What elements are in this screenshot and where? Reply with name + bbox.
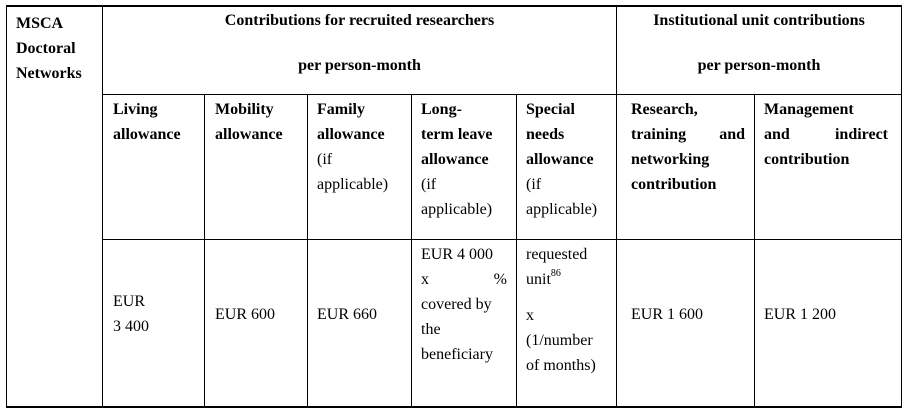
col-divider bbox=[411, 94, 412, 408]
value-line: the bbox=[421, 321, 441, 338]
header-line: applicable) bbox=[317, 176, 389, 193]
column-header-longterm bbox=[421, 97, 493, 222]
column-header-special bbox=[526, 97, 597, 222]
value-line: (1/number bbox=[526, 332, 593, 349]
header-line: (if bbox=[526, 176, 542, 193]
column-header-management bbox=[764, 97, 888, 172]
value-line: requested bbox=[526, 246, 588, 263]
column-header-family bbox=[317, 97, 388, 197]
group-subtitle: per person-month bbox=[298, 57, 421, 74]
col-divider bbox=[204, 94, 205, 408]
header-line: Management bbox=[764, 101, 854, 118]
header-word: training bbox=[631, 126, 687, 143]
header-word: and bbox=[719, 126, 745, 143]
header-line: allowance bbox=[421, 151, 489, 168]
value-living bbox=[113, 289, 149, 339]
value-research: EUR 1 600 bbox=[631, 306, 703, 323]
header-line: allowance bbox=[215, 126, 283, 143]
header-line: contribution bbox=[764, 151, 850, 168]
value-family: EUR 660 bbox=[317, 306, 377, 323]
col-divider bbox=[516, 94, 517, 408]
row-header-line: Doctoral bbox=[16, 40, 76, 57]
header-line: (if bbox=[317, 151, 333, 168]
group-header-institutional bbox=[617, 8, 901, 78]
header-line: contribution bbox=[631, 176, 717, 193]
header-line: Mobility bbox=[215, 101, 274, 118]
value-line: of months) bbox=[526, 357, 596, 374]
table-border-top bbox=[6, 5, 902, 7]
value-word: x bbox=[421, 271, 429, 288]
table-border-left bbox=[6, 5, 7, 408]
col-divider bbox=[754, 94, 755, 408]
header-line: needs bbox=[526, 126, 565, 143]
row-header bbox=[16, 11, 82, 86]
value-word: unit bbox=[526, 271, 551, 288]
group-subtitle: per person-month bbox=[697, 57, 821, 74]
group-title: Institutional unit contributions bbox=[653, 12, 865, 29]
header-line: Special bbox=[526, 101, 575, 118]
header-line: allowance bbox=[113, 126, 181, 143]
value-line bbox=[526, 267, 596, 292]
row-divider bbox=[102, 239, 902, 240]
value-special bbox=[526, 242, 596, 378]
group-title: Contributions for recruited researchers bbox=[224, 12, 495, 29]
header-line: networking bbox=[631, 151, 710, 168]
header-line: term leave bbox=[421, 126, 493, 143]
header-line: (if bbox=[421, 176, 437, 193]
row-header-line: MSCA bbox=[16, 15, 64, 32]
header-line: applicable) bbox=[421, 201, 493, 218]
value-management: EUR 1 200 bbox=[764, 306, 836, 323]
col-divider bbox=[307, 94, 308, 408]
header-line: applicable) bbox=[526, 201, 598, 218]
footnote-marker[interactable]: 86 bbox=[550, 267, 561, 279]
column-header-living bbox=[113, 97, 181, 147]
header-line: Research, bbox=[631, 101, 698, 118]
header-word: indirect bbox=[834, 126, 888, 143]
row-divider bbox=[102, 94, 902, 95]
column-header-research bbox=[631, 97, 745, 197]
value-word: % bbox=[493, 271, 507, 288]
value-line bbox=[421, 267, 507, 292]
header-line bbox=[631, 122, 745, 147]
header-line bbox=[764, 122, 888, 147]
header-line: Long- bbox=[421, 101, 462, 118]
value-line: 3 400 bbox=[113, 318, 149, 335]
value-line: beneficiary bbox=[421, 346, 493, 363]
table-border-right bbox=[901, 5, 902, 408]
row-header-line: Networks bbox=[16, 65, 82, 82]
column-header-mobility bbox=[215, 97, 283, 147]
value-longterm bbox=[421, 242, 507, 367]
header-line: allowance bbox=[526, 151, 594, 168]
header-line: allowance bbox=[317, 126, 385, 143]
header-line: Family bbox=[317, 101, 365, 118]
value-mobility: EUR 600 bbox=[215, 306, 275, 323]
group-header-researchers bbox=[103, 8, 616, 78]
contribution-table bbox=[6, 5, 902, 408]
header-line: Living bbox=[113, 101, 158, 118]
value-line: EUR bbox=[113, 293, 145, 310]
value-line: covered by bbox=[421, 296, 492, 313]
value-line: x bbox=[526, 307, 534, 324]
header-word: and bbox=[764, 126, 790, 143]
value-line: EUR 4 000 bbox=[421, 246, 493, 263]
table-border-bottom bbox=[6, 406, 902, 408]
